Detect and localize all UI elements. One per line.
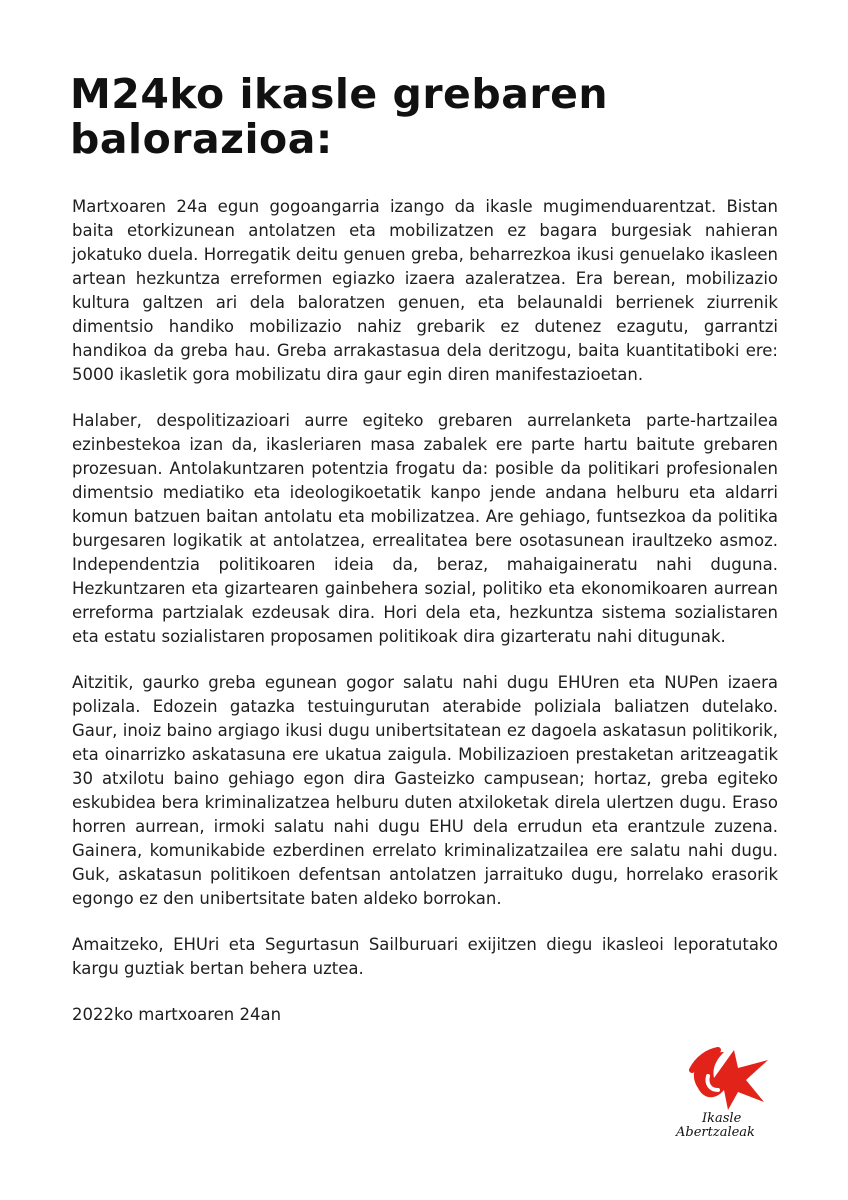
page-title: M24ko ikasle grebaren balorazioa: xyxy=(70,70,609,163)
paragraph-2: Halaber, despolitizazioari aurre egiteko grebaren aurrelanketa parte-hartzailea ezinbestekoa izan da, ikasleriaren masa zabalek ere parte hartu baitute grebaren prozesuan. Antolakuntzaren potentzia frogatu da: posible da politikari profesionalen dimentsio mediatiko eta ideologikoetatik kanpo jende andana helburu eta aldarri komun batzuen baitan antolatu eta mobilizatzea. Are gehiago, funtsezkoa da politika burgesaren logikatik at antolatzea, errealitatea bere osotasunean iraultzeko asmoz. Independentzia politikoaren ideia da, beraz, mahaigaineratu nahi duguna. Hezkuntzaren eta gizartearen gainbehera sozial, politiko eta ekonomikoaren aurrean erreforma partzialak ezdeusak dira. Hori dela eta, hezkuntza sistema sozialistaren eta estatu sozialistaren proposamen politikoak dira gizarteratu nahi ditugunak. xyxy=(72,411,778,646)
paragraph-1: Martxoaren 24a egun gogoangarria izango da ikasle mugimenduarentzat. Bistan baita etorkizunean antolatzen eta mobilizatzen ez bagara burgesiak nahieran jokatuko duela. Horregatik deitu genuen greba, beharrezkoa ikusi genuelako ikasleen artean hezkuntza erreformen egiazko izaera azaleratzea. Era berean, mobilizazio kultura galtzen ari dela baloratzen genuen, eta belaunaldi berrienek ziurrenik dimentsio handiko mobilizazio nahiz grebarik ez dutenez ezagutu, garrantzi handikoa da greba hau. Greba arrakastasua dela deritzogu, baita kuantitatiboki ere: 5000 ikasletik gora mobilizatu dira gaur egin diren manifestazioetan. xyxy=(72,197,778,384)
statement-date: 2022ko martxoaren 24an xyxy=(72,1005,282,1024)
ikasle-abertzaleak-star-icon xyxy=(668,1030,786,1140)
paragraph-3: Aitzitik, gaurko greba egunean gogor salatu nahi dugu EHUren eta NUPen izaera polizala. Edozein gatazka testuingurutan aterabide poliziala baliatzen dutelako. Gaur, inoiz baino argiago ikusi dugu unibertsitatean ez dagoela askatasun politikorik, eta oinarrizko askatasuna ere ukatua zaigula. Mobilizazioen prestaketan aritzeagatik 30 atxilotu baino gehiago egon dira Gasteizko campusean; hortaz, greba egiteko eskubidea bera kriminalizatzea helburu duten atxiloketak direla ulertzen dugu. Eraso horren aurrean, irmoki salatu nahi dugu EHU dela errudun eta erantzule zuzena. Gainera, komunikabide ezberdinen errelato kriminalizatzailea ere salatu nahi dugu. Guk, askatasun politikoen defentsan antolatzen jarraituko dugu, horrelako erasorik egongo ez den unibertsitate baten aldeko borrokan. xyxy=(72,673,778,908)
ikasle-abertzaleak-logo xyxy=(668,1030,786,1140)
logo-text-line2: Abertzaleak xyxy=(676,1125,755,1140)
statement-body xyxy=(72,195,778,1027)
logo-text-line1: Ikasle xyxy=(702,1111,742,1126)
paragraph-4: Amaitzeko, EHUri eta Segurtasun Sailburuari exijitzen diegu ikasleoi leporatutako kargu guztiak bertan behera uztea. xyxy=(72,935,778,978)
